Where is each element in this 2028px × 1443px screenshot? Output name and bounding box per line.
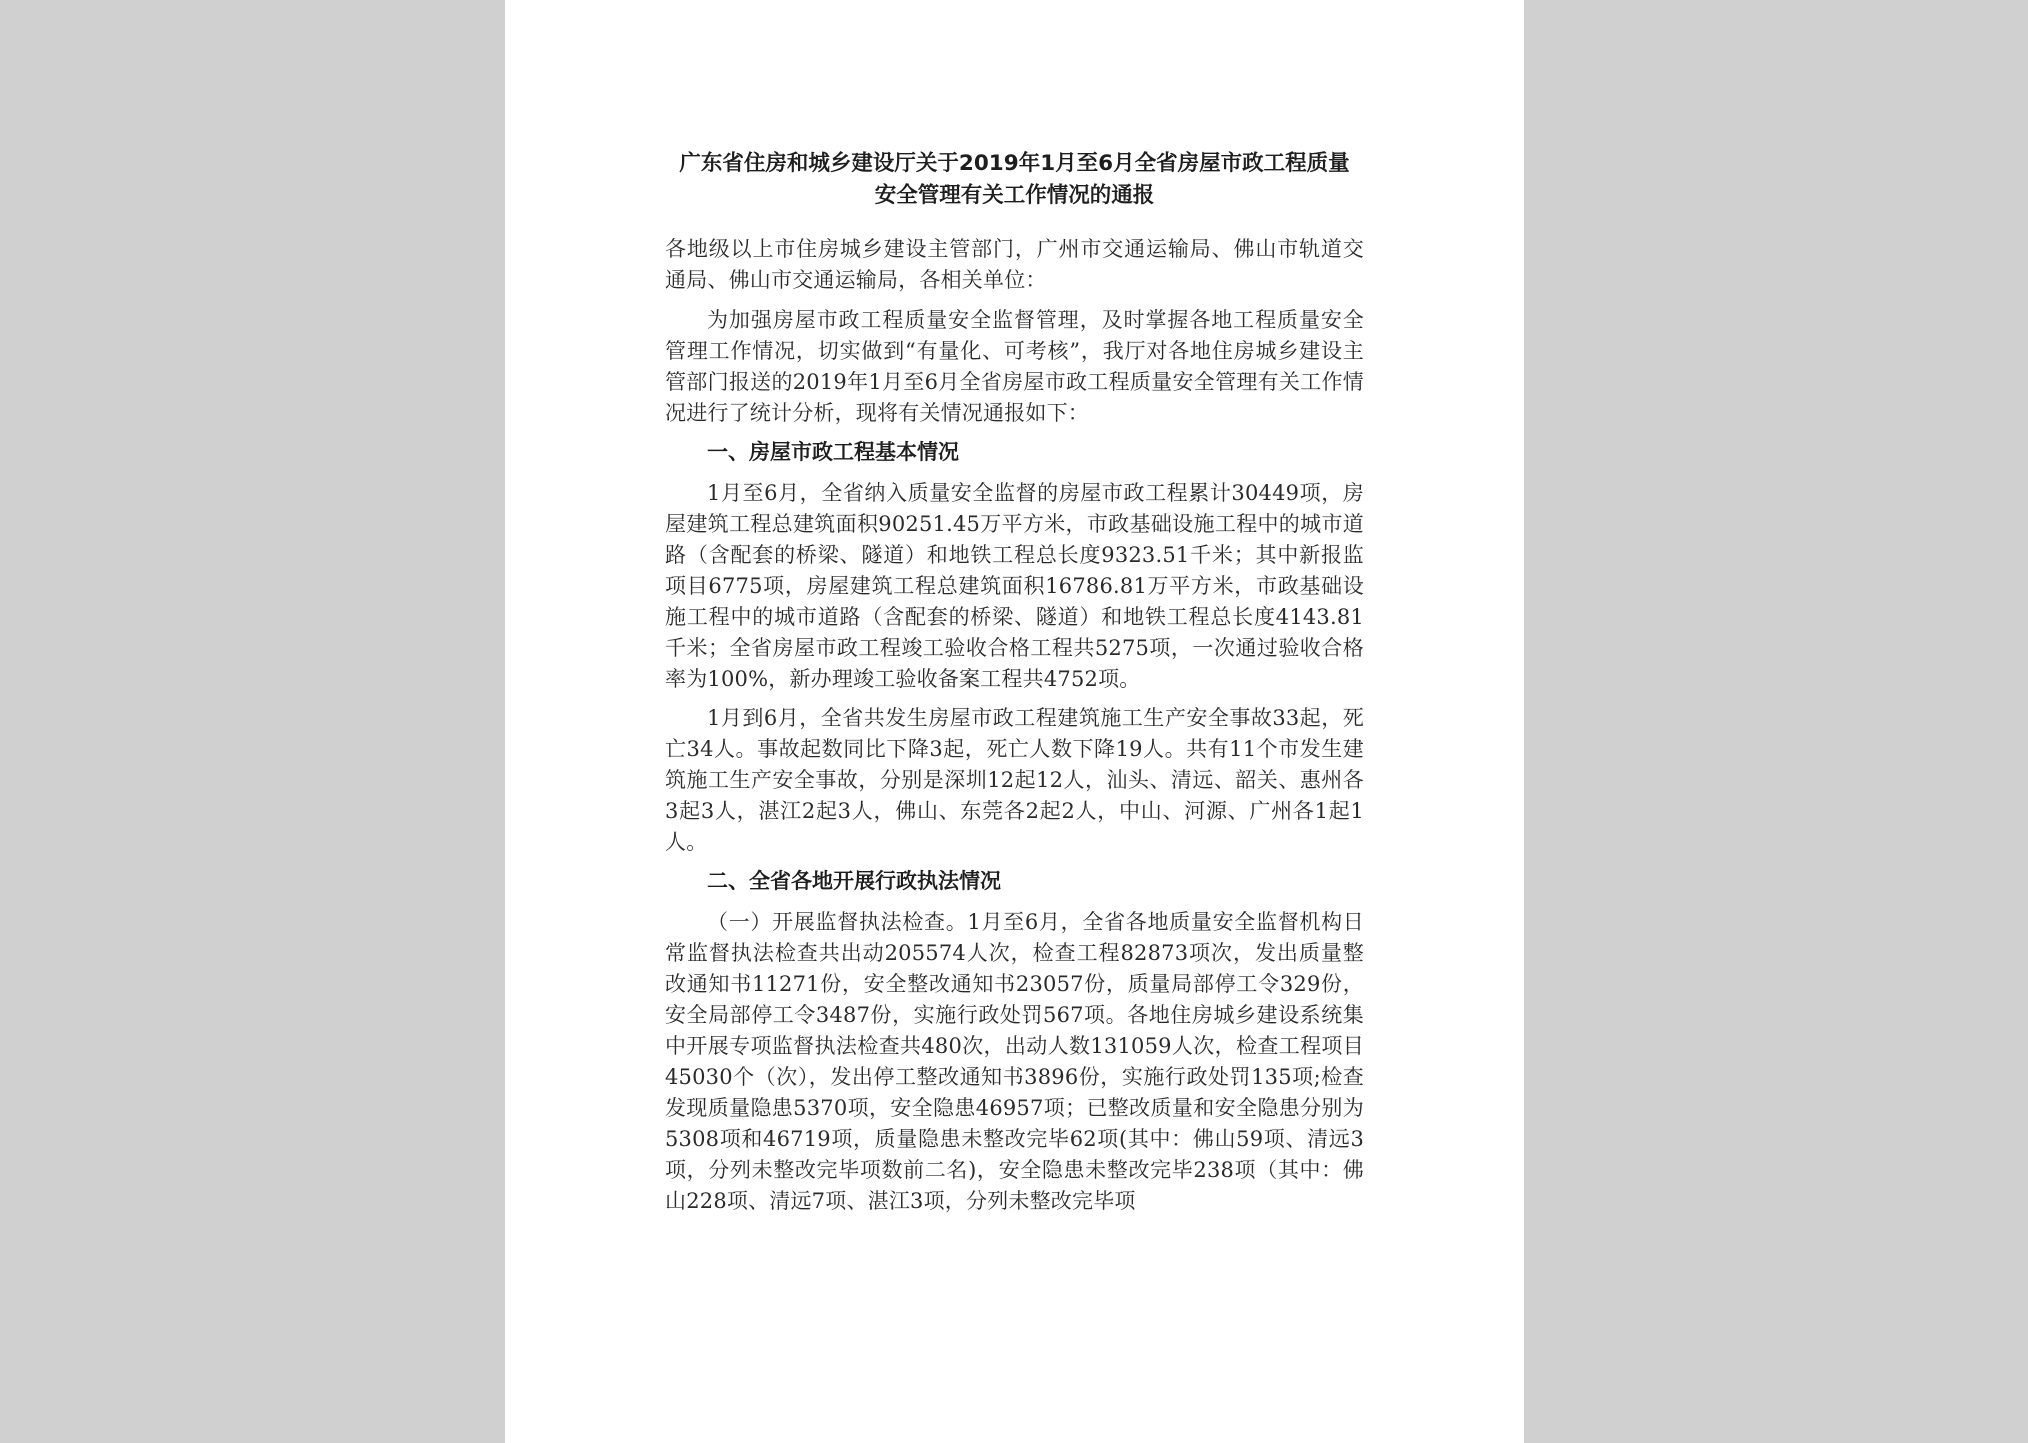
section-heading-basic-info: 一、房屋市政工程基本情况: [707, 440, 959, 464]
addressee-line: 各地级以上市住房城乡建设主管部门，广州市交通运输局、佛山市轨道交通局、佛山市交通运输局，各相关单位：: [665, 237, 1364, 292]
section-heading-enforcement: 二、全省各地开展行政执法情况: [707, 869, 1001, 893]
paragraph-accident-stats: 1月到6月，全省共发生房屋市政工程建筑施工生产安全事故33起，死亡34人。事故起数同比下降3起，死亡人数下降19人。共有11个市发生建筑施工生产安全事故，分别是深圳12起12人，汕头、清远、韶关、惠州各3起3人，湛江2起3人，佛山、东莞各2起2人，中山、河源、广州各1起1人。: [665, 706, 1364, 854]
document-title: 广东省住房和城乡建设厅关于2019年1月至6月全省房屋市政工程质量安全管理有关工作情况的通报: [679, 151, 1350, 208]
intro-paragraph: 为加强房屋市政工程质量安全监督管理，及时掌握各地工程质量安全管理工作情况，切实做到“有量化、可考核”，我厅对各地住房城乡建设主管部门报送的2019年1月至6月全省房屋市政工程质量安全管理有关工作情况进行了统计分析，现将有关情况通报如下：: [665, 308, 1364, 425]
paragraph-inspection-stats: （一）开展监督执法检查。1月至6月，全省各地质量安全监督机构日常监督执法检查共出动205574人次，检查工程82873项次，发出质量整改通知书11271份，安全整改通知书23057份，质量局部停工令329份，安全局部停工令3487份，实施行政处罚567项。各地住房城乡建设系统集中开展专项监督执法检查共480次，出动人数131059人次，检查工程项目45030个（次），发出停工整改通知书3896份，实施行政处罚135项;检查发现质量隐患5370项，安全隐患46957项；已整改质量和安全隐患分别为5308项和46719项，质量隐患未整改完毕62项(其中：佛山59项、清远3项，分列未整改完毕项数前二名)，安全隐患未整改完毕238项（其中：佛山228项、清远7项、湛江3项，分列未整改完毕项: [665, 910, 1364, 1213]
document-page: [505, 0, 1524, 1443]
paragraph-project-stats: 1月至6月，全省纳入质量安全监督的房屋市政工程累计30449项，房屋建筑工程总建筑面积90251.45万平方米，市政基础设施工程中的城市道路（含配套的桥梁、隧道）和地铁工程总长度9323.51千米；其中新报监项目6775项，房屋建筑工程总建筑面积16786.81万平方米，市政基础设施工程中的城市道路（含配套的桥梁、隧道）和地铁工程总长度4143.81千米；全省房屋市政工程竣工验收合格工程共5275项，一次通过验收合格率为100%，新办理竣工验收备案工程共4752项。: [665, 481, 1364, 691]
